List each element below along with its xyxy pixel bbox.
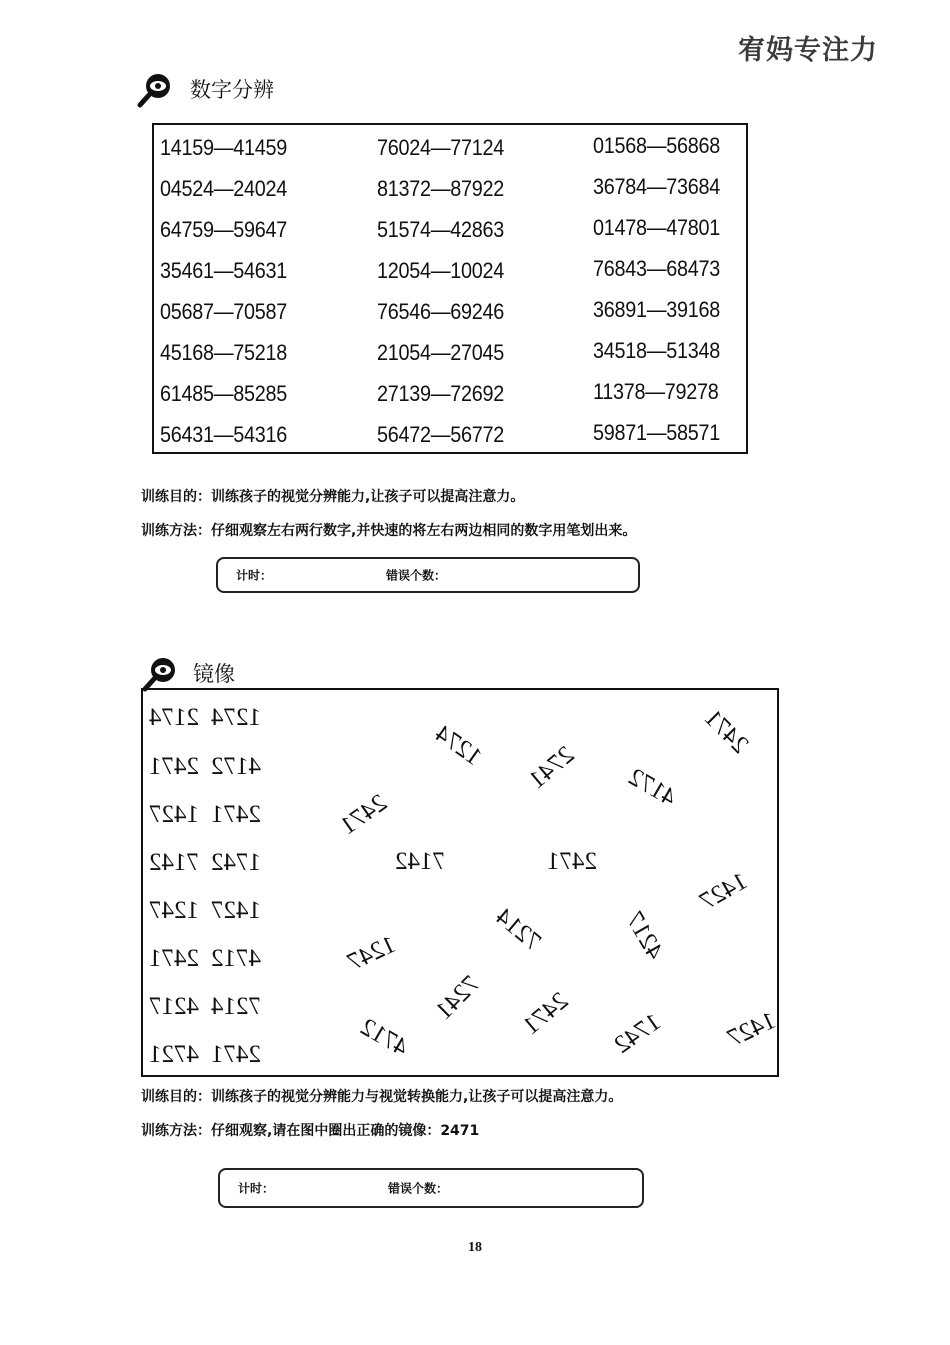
- number-pair[interactable]: 56472—56772: [377, 422, 504, 447]
- number-pair[interactable]: 36891—39168: [593, 297, 720, 322]
- number-pair[interactable]: 27139—72692: [377, 381, 504, 406]
- mirror-number[interactable]: 1274: [211, 704, 261, 731]
- mirror-number[interactable]: 4721: [149, 1041, 199, 1068]
- number-pairs-box: [152, 123, 748, 454]
- brand-title: 宥妈专注力: [738, 35, 878, 66]
- number-pair[interactable]: 14159—41459: [160, 135, 287, 160]
- mirror-number[interactable]: 2471: [335, 789, 392, 840]
- number-pair[interactable]: 35461—54631: [160, 258, 287, 283]
- number-pair[interactable]: 45168—75218: [160, 340, 287, 365]
- timer-label: 计时：: [236, 568, 273, 583]
- number-pair[interactable]: 12054—10024: [377, 258, 504, 283]
- mirror-number[interactable]: 1427: [695, 867, 753, 916]
- number-pair[interactable]: 36784—73684: [593, 174, 720, 199]
- mirror-number[interactable]: 4712: [211, 945, 261, 972]
- training-goal-text: 训练目的：训练孩子的视觉分辨能力与视觉转换能力,让孩子可以提高注意力。: [141, 1089, 623, 1105]
- mirror-number[interactable]: 2174: [149, 704, 199, 731]
- mirror-number[interactable]: 1742: [211, 849, 261, 876]
- number-pair[interactable]: 76024—77124: [377, 135, 504, 160]
- mirror-number[interactable]: 2471: [211, 801, 261, 828]
- number-pair[interactable]: 51574—42863: [377, 217, 504, 242]
- number-pair[interactable]: 21054—27045: [377, 340, 504, 365]
- number-pair[interactable]: 01478—47801: [593, 215, 720, 240]
- mirror-number[interactable]: 1247: [343, 930, 401, 977]
- mirror-number[interactable]: 1274: [430, 720, 487, 771]
- timer-error-box: [216, 557, 640, 593]
- mirror-number[interactable]: 1247: [149, 897, 199, 924]
- number-pair[interactable]: 05687—70587: [160, 299, 287, 324]
- number-pair[interactable]: 61485—85285: [160, 381, 287, 406]
- mirror-number[interactable]: 1427: [211, 897, 261, 924]
- mirror-number[interactable]: 1427: [723, 1006, 781, 1053]
- mirror-number[interactable]: 1427: [149, 801, 199, 828]
- mirror-number[interactable]: 7142: [149, 849, 199, 876]
- mirror-number[interactable]: 2471: [517, 987, 574, 1041]
- timer-error-box: [218, 1168, 644, 1208]
- mirror-number[interactable]: 7142: [395, 848, 445, 875]
- number-pair[interactable]: 04524—24024: [160, 176, 287, 201]
- section-title-mirror: 镜像: [193, 662, 235, 686]
- mirror-image-box: [141, 688, 779, 1077]
- mirror-number[interactable]: 2471: [547, 848, 597, 875]
- training-goal-text: 训练目的：训练孩子的视觉分辨能力,让孩子可以提高注意力。: [141, 489, 525, 505]
- number-pair[interactable]: 76546—69246: [377, 299, 504, 324]
- number-pair[interactable]: 56431—54316: [160, 422, 287, 447]
- mirror-number[interactable]: 4217: [149, 993, 199, 1020]
- training-method-text: 训练方法：仔细观察,请在图中圈出正确的镜像：2471: [141, 1123, 480, 1139]
- mirror-number[interactable]: 2471: [149, 945, 199, 972]
- mirror-number[interactable]: 4172: [623, 763, 681, 812]
- page-number: 18: [468, 1240, 482, 1255]
- mirror-number[interactable]: 7214: [211, 993, 261, 1020]
- error-count-label: 错误个数：: [388, 1181, 449, 1196]
- mirror-number[interactable]: 4172: [211, 753, 261, 780]
- number-pair[interactable]: 76843—68473: [593, 256, 720, 281]
- section-title-number-discrimination: 数字分辨: [190, 78, 274, 102]
- number-pair[interactable]: 59871—58571: [593, 420, 720, 445]
- number-pair[interactable]: 64759—59647: [160, 217, 287, 242]
- mirror-number[interactable]: 7241: [430, 970, 485, 1025]
- mirror-number[interactable]: 2471: [211, 1041, 261, 1068]
- number-pair[interactable]: 01568—56868: [593, 133, 720, 158]
- mirror-number[interactable]: 2471: [149, 753, 199, 780]
- error-count-label: 错误个数：: [386, 568, 447, 583]
- number-pair[interactable]: 34518—51348: [593, 338, 720, 363]
- mirror-number[interactable]: 4217: [620, 907, 669, 965]
- mirror-number[interactable]: 4712: [355, 1013, 413, 1062]
- mirror-number[interactable]: 2741: [523, 741, 580, 795]
- mirror-number[interactable]: 2471: [699, 704, 754, 759]
- training-method-text: 训练方法：仔细观察左右两行数字,并快速的将左右两边相同的数字用笔划出来。: [141, 523, 637, 539]
- magnifier-eye-icon: [142, 654, 180, 692]
- timer-label: 计时：: [238, 1181, 275, 1196]
- mirror-number[interactable]: 1742: [609, 1008, 666, 1059]
- mirror-number[interactable]: 7214: [490, 903, 547, 957]
- magnifier-eye-icon: [137, 70, 175, 108]
- number-pair[interactable]: 11378—79278: [593, 379, 719, 404]
- number-pair[interactable]: 81372—87922: [377, 176, 504, 201]
